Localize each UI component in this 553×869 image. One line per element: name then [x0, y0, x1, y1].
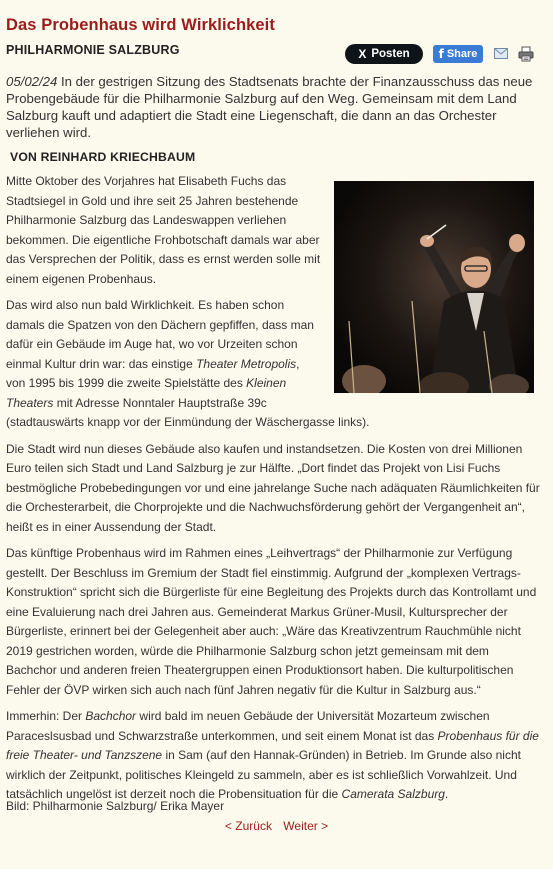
paragraph-2-text: , von 1995 bis 1999 die zweite Spielstätte des [6, 356, 300, 390]
article-author: VON REINHARD KRIECHBAUM [10, 150, 196, 164]
paragraph-1: Mitte Oktober des Vorjahres hat Elisabeth Fuchs das Stadtsiegel in Gold und ihre seit 25 Jahren bestehende Philharmonie Salzburg das Landeswappen verliehen bekommen. Die eigentliche Frohbotschaft damals war aber das Versprechen der Politik, dass es ernst werden solle mit einem eigenen Probenhaus. [6, 174, 321, 286]
paragraph-5-text: Immerhin: Der [6, 709, 86, 723]
email-icon[interactable] [494, 48, 508, 59]
article-navigation [0, 819, 553, 833]
x-logo-icon: X [358, 47, 367, 61]
paragraph-2-text: mit Adresse Nonntaler Hauptstraße 39c (stadtauswärts knapp vor der Einmündung der Wäschergasse links). [6, 395, 370, 429]
article-lead [6, 73, 536, 141]
paragraph-5-text: . [444, 787, 449, 801]
back-link[interactable]: < Zurück [224, 819, 272, 833]
paragraph-4: Das künftige Probenhaus wird im Rahmen eines „Leihvertrags“ der Philharmonie zur Verfügung gestellt. Der Beschluss im Gremium der Stadt fiel einstimmig. Aufgrund der „komplexen Vertrags-Konstruktion“ spricht sich die Bürgerliste für eine Begleitung des Projekts durch das Kontrollamt und eine Evaluierung nach drei Jahren aus. Gemeinderat Markus Grüner-Musil, Kultursprecher der Bürgerliste, erinnert bei der Gelegenheit aber auch: „Wäre das Kreativzentrum Rauchmühle nicht 2019 gestrichen worden, würde die Philharmonie Salzburg schon jetzt gemeinsam mit dem Bachchor und anderen freien Theatergruppen einen Produktionsort haben. Die kulturpolitischen Fehler der ÖVP wirken sich auch nach fünf Jahren negativ für die Kultur in Salzburg aus.“ [6, 546, 537, 697]
paragraph-2-text: Das wird also nun bald Wirklichkeit. Es haben schon damals die Spatzen von den Dächern gepfiffen, dass man dafür ein Gebäude im Auge hat, wo vor Urzeiten schon einmal Kultur drin war: das einstige [6, 298, 314, 371]
paragraph-2-emphasis: Theater Metropolis [196, 356, 297, 371]
paragraph-5-text: wird bald im neuen Gebäude der Universität Mozarteum zwischen Paraceslsusbad und Schwarzstraße unterkommen, und seit einem Monat ist das [6, 709, 490, 743]
paragraph-2-emphasis: Kleinen Theaters [6, 376, 287, 410]
conductor-photo [334, 181, 534, 393]
print-icon[interactable] [518, 46, 534, 62]
article-body [6, 172, 540, 812]
paragraph-5 [6, 707, 540, 805]
paragraph-5-emphasis: Bachchor [85, 709, 137, 723]
photo-credit: Bild: Philharmonie Salzburg/ Erika Mayer [6, 799, 225, 813]
facebook-logo-icon: f [438, 47, 444, 61]
x-post-label: Posten [371, 48, 410, 60]
facebook-share-label: Share [446, 48, 478, 60]
paragraph-3: Die Stadt wird nun dieses Gebäude also kaufen und instandsetzen. Die Kosten von drei Millionen Euro teilen sich Stadt und Land Salzburg je zur Hälfte. „Dort findet das Projekt von Lisi Fuchs bestmögliche Probebedingungen vor und eine jahrelange Suche nach adäquaten Räumlichkeiten für die Orchesterarbeit, die Chorprojekte und die Nachwuchsförderung gehört der Vergangenheit an“, heißt es in einer Aussendung der Stadt. [6, 441, 540, 534]
article-title: Das Probenhaus wird Wirklichkeit [6, 16, 275, 34]
paragraph-5-text: in Sam (auf den Hannak-Gründen) in Betrieb. Im Grunde also nicht wirklich der Zeitpunkt, politisches Kleingeld zu sammeln, aber es ist schließlich Vorwahlzeit. Und tatsächlich ungelöst ist derzeit noch die Probensituation für die [6, 748, 521, 801]
lead-text: In der gestrigen Sitzung des Stadtsenats brachte der Finanzausschuss das neue Probengebäude für die Philharmonie Salzburg auf den Weg. Gemeinsam mit dem Land Salzburg kauft und adaptiert die Stadt eine Liegenschaft, die dann an das Orchester verliehen wird. [6, 74, 533, 140]
next-link[interactable]: Weiter > [283, 819, 329, 833]
paragraph-5-emphasis: Camerata Salzburg [341, 787, 445, 801]
paragraph-5-emphasis: Probenhaus für die freie Theater- und Tanzszene [6, 728, 539, 762]
article-date: 05/02/24 [6, 74, 58, 89]
share-bar [345, 44, 545, 64]
x-post-button[interactable] [345, 44, 423, 64]
facebook-share-button[interactable] [433, 45, 483, 63]
article-category: PHILHARMONIE SALZBURG [6, 43, 180, 57]
